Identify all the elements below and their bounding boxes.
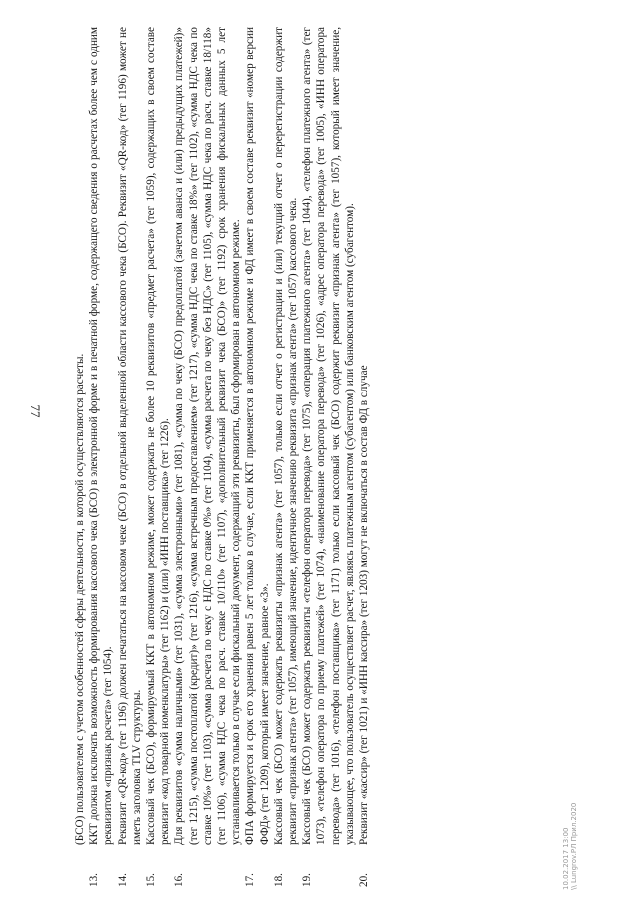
list-item: [172, 27, 243, 887]
item-number: 18.: [272, 873, 285, 887]
list-item: [243, 27, 271, 887]
list-item: [116, 27, 144, 887]
list-item: [87, 27, 115, 887]
item-text: Кассовый чек (БСО) может содержать реквизиты «телефон оператора перевода» (тег 1075), «операция платежного агента» (тег 1044), «телефон платежного агента» (тег 1073), «телефон оператора по приему платежей» (тег 1074), «наименование оператора перевода» (тег 1026), «адрес оператора перевода» (тег 1005), «ИНН оператора перевода» (тег 1016), «телефон поставщика» (тег 1171) только если кассовый чек (БСО) содержит реквизит «признак агента» (тег 1057), который имеет значение, указывающее, что пользователь осуществляет расчет, являясь платежным агентом (субагентом) или банковским агентом (субагентом).: [301, 27, 356, 845]
item-text: Реквизит «QR-код» (тег 1196) должен печататься на кассовом чеке (БСО) в отдельной выделенной области кассового чека (БСО). Реквизит «QR-код» (тег 1196) может не иметь заголовка TLV структуры.: [116, 27, 143, 845]
document-body: [73, 27, 583, 887]
list-item: [144, 27, 172, 887]
item-text: Кассовый чек (БСО), формируемый ККТ в автономном режиме, может содержать не более 10 реквизитов «предмет расчета» (тег 1059), содержащих в своем составе реквизит «код товарной номенклатуры» (тег 1162) и (или) «ИНН поставщика» (тег 1226).: [145, 27, 172, 845]
intro-paragraph: (БСО) пользователем с учетом особенностей сферы деятельности, в которой осуществляются расчеты.: [74, 353, 86, 845]
page-number: 77: [28, 404, 43, 418]
item-text: ФПА формируется и срок его хранения равен 5 лет только в случае, если ККТ применяется в автономном режиме и ФД имеет в своем составе реквизит «номер версии ФФД» (тег 1209), который имеет значение, равное «3».: [244, 27, 271, 845]
item-number: 13.: [88, 873, 101, 887]
item-number: 15.: [145, 873, 158, 887]
list-item: [272, 27, 300, 887]
stamp-line: 10.02.2017 13:00: [562, 827, 570, 890]
item-number: 19.: [301, 873, 314, 887]
item-number: 16.: [173, 873, 186, 887]
list-item: [357, 27, 371, 887]
print-stamp: [562, 710, 586, 890]
item-text: Реквизит «кассир» (тег 1021) и «ИНН кассира» (тег 1203) могут не включаться в состав ФД в случае: [358, 365, 371, 845]
item-text: Кассовый чек (БСО) может содержать реквизиты «признак агента» (тег 1057), только если отчет о регистрации и (или) текущий отчет о перерегистрации содержит реквизит «признак агента» (тег 1057), имеющий значение, идентичное значению реквизита «признак агента» (тег 1057) кассового чека.: [272, 27, 300, 845]
item-number: 20.: [358, 873, 371, 887]
item-number: 17.: [244, 873, 257, 887]
item-number: 14.: [116, 873, 129, 887]
item-text: ККТ должна исключать возможность формирования кассового чека (БСО) в электронной форме и в печатной форме, содержащего сведения о расчетах более чем с одним реквизитом «признак расчета» (тег 1054).: [88, 27, 115, 845]
stamp-line: \\ Lungrov.РЛ Прил.2020: [570, 802, 578, 890]
rotated-page-content: [73, 27, 583, 887]
list-item: [300, 27, 357, 887]
item-text: Для реквизитов «сумма наличными» (тег 1031), «сумма электронными» (тег 1081), «сумма по чеку (БСО) предоплатой (зачетом аванса и (или) предыдущих платежей)» (тег 1215), «сумма постоплатой (кредит)» (тег 1216), «сумма встречным предоставлением» (тег 1217), «сумма НДС чека по ставке 18%» (тег 1102), «сумма НДС чека по ставке 10%» (тег 1103), «сумма расчета по чеку с НДС по ставке 0%» (тег 1104), «сумма расчета по чеку без НДС» (тег 1105), «сумма НДС чека по расч. ставке 18/118» (тег 1106), «сумма НДС чека по расч. ставке 10/110» (тег 1107), «дополнительный реквизит чека (БСО)» (тег 1192) срок хранения фискальных данных 5 лет устанавливается только в случае если фискальный документ, содержащий эти реквизиты, был сформирован в автономном режиме.: [173, 27, 243, 845]
